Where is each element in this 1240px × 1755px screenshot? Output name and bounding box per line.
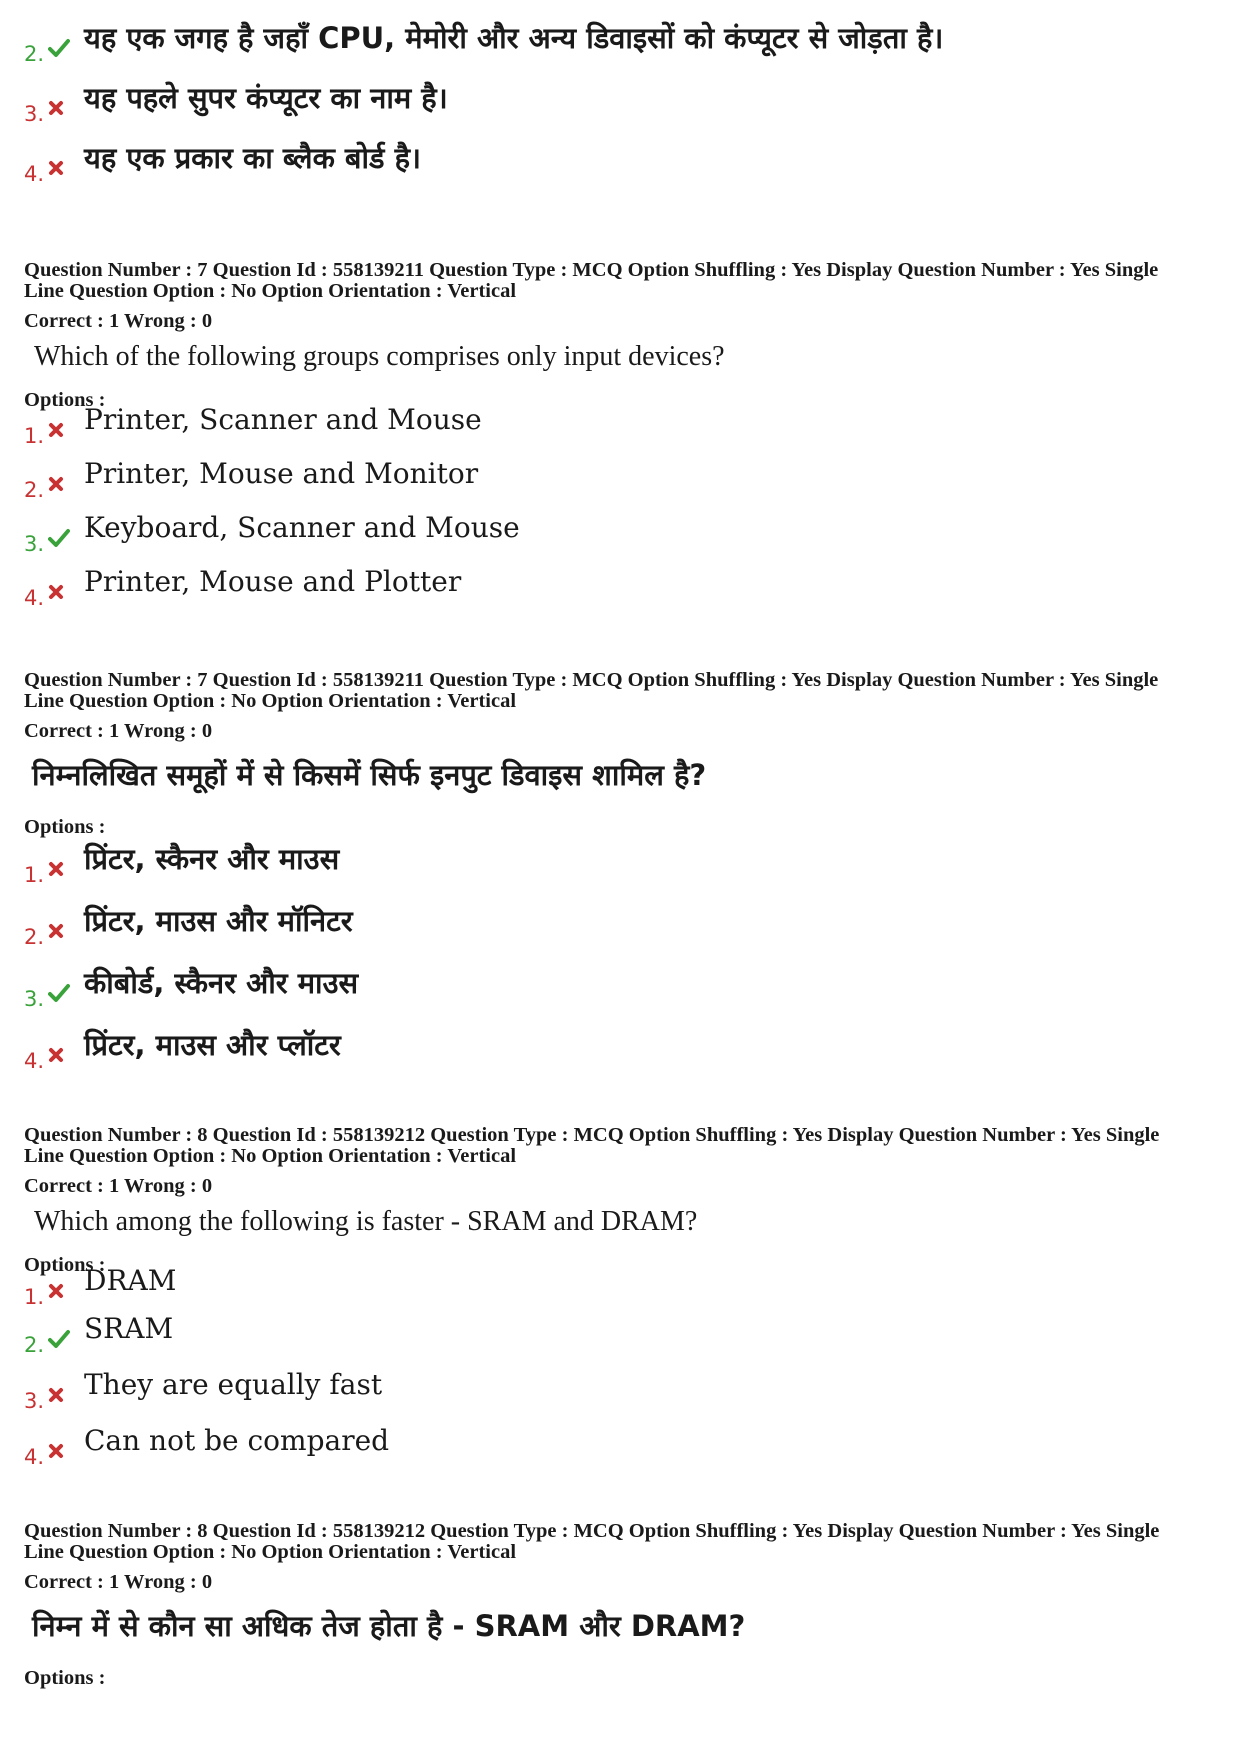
option-text: प्रिंटर, स्कैनर और माउस [84, 842, 340, 876]
option-row [24, 130, 1220, 190]
score-info: Correct : 1 Wrong : 0 [24, 1571, 213, 1593]
option-text: SRAM [84, 1312, 174, 1345]
option-text: Printer, Mouse and Monitor [84, 457, 479, 490]
option-number: 2. [24, 478, 45, 502]
option-text: कीबोर्ड, स्कैनर और माउस [84, 966, 359, 1000]
option-row [24, 1313, 1220, 1361]
options-list [24, 398, 1220, 614]
cross-icon [48, 472, 84, 496]
cross-icon [48, 580, 84, 604]
question-meta: Question Number : 8 Question Id : 558139212 Question Type : MCQ Option Shuffling : Yes Display Question Number : Yes Single [24, 1124, 1160, 1146]
option-text: Printer, Scanner and Mouse [84, 403, 482, 436]
check-icon [48, 526, 84, 550]
score-info: Correct : 1 Wrong : 0 [24, 720, 213, 742]
question-text: निम्न में से कौन सा अधिक तेज होता है - SRAM और DRAM? [32, 1609, 746, 1643]
options-label: Options : [24, 389, 106, 411]
option-row [24, 1015, 1220, 1077]
option-row [24, 953, 1220, 1015]
question-block [24, 1521, 1220, 1690]
options-label: Options : [24, 816, 106, 838]
cross-icon [48, 418, 84, 442]
question-text: निम्नलिखित समूहों में से किसमें सिर्फ इनपुट डिवाइस शामिल है? [32, 758, 707, 792]
option-number: 4. [24, 1049, 45, 1073]
cross-icon [48, 919, 84, 943]
question-meta-line2: Line Question Option : No Option Orientation : Vertical [24, 690, 517, 712]
score-info: Correct : 1 Wrong : 0 [24, 1175, 213, 1197]
question-meta: Question Number : 7 Question Id : 558139211 Question Type : MCQ Option Shuffling : Yes Display Question Number : Yes Single [24, 669, 1159, 691]
option-number: 2. [24, 1333, 45, 1357]
option-number: 1. [24, 863, 45, 887]
option-text: They are equally fast [84, 1368, 383, 1401]
cross-icon [48, 857, 84, 881]
option-text: यह एक जगह है जहाँ CPU, मेमोरी और अन्य डिवाइसों को कंप्यूटर से जोड़ता है। [84, 21, 944, 55]
options-list [24, 1261, 1220, 1473]
option-number: 3. [24, 532, 45, 556]
question-meta: Question Number : 8 Question Id : 558139212 Question Type : MCQ Option Shuffling : Yes Display Question Number : Yes Single [24, 1520, 1160, 1542]
option-row [24, 398, 1220, 452]
option-text: यह पहले सुपर कंप्यूटर का नाम है। [84, 81, 448, 115]
cross-icon [48, 156, 84, 180]
check-icon [48, 981, 84, 1005]
options-list [24, 829, 1220, 1077]
option-text: प्रिंटर, माउस और मॉनिटर [84, 904, 353, 938]
option-number: 1. [24, 1285, 45, 1309]
option-number: 3. [24, 987, 45, 1011]
score-info: Correct : 1 Wrong : 0 [24, 310, 213, 332]
check-icon [48, 1327, 84, 1351]
cross-icon [48, 1043, 84, 1067]
question-meta: Question Number : 7 Question Id : 558139211 Question Type : MCQ Option Shuffling : Yes Display Question Number : Yes Single [24, 259, 1159, 281]
option-number: 4. [24, 162, 45, 186]
option-text: प्रिंटर, माउस और प्लॉटर [84, 1028, 341, 1062]
cross-icon [48, 1279, 84, 1303]
option-row [24, 506, 1220, 560]
question-meta-line2: Line Question Option : No Option Orientation : Vertical [24, 280, 517, 302]
option-row [24, 1361, 1220, 1417]
option-text: Can not be compared [84, 1424, 390, 1457]
previous-question-options [24, 10, 1220, 190]
options-label: Options : [24, 1254, 106, 1276]
question-text: Which of the following groups comprises only input devices? [34, 341, 725, 372]
option-row [24, 1261, 1220, 1313]
question-meta-line2: Line Question Option : No Option Orientation : Vertical [24, 1145, 517, 1167]
option-row [24, 70, 1220, 130]
option-row [24, 452, 1220, 506]
check-icon [48, 36, 84, 60]
option-number: 1. [24, 424, 45, 448]
option-text: यह एक प्रकार का ब्लैक बोर्ड है। [84, 141, 422, 175]
option-number: 2. [24, 42, 45, 66]
cross-icon [48, 1383, 84, 1407]
question-block [24, 670, 1220, 1077]
option-number: 4. [24, 1445, 45, 1469]
question-meta-line2: Line Question Option : No Option Orientation : Vertical [24, 1541, 517, 1563]
option-number: 3. [24, 1389, 45, 1413]
option-number: 4. [24, 586, 45, 610]
option-row [24, 560, 1220, 614]
option-text: Printer, Mouse and Plotter [84, 565, 462, 598]
option-row [24, 10, 1220, 70]
option-row [24, 829, 1220, 891]
question-block [24, 1125, 1220, 1473]
option-row [24, 891, 1220, 953]
option-row [24, 1417, 1220, 1473]
question-block [24, 260, 1220, 614]
cross-icon [48, 1439, 84, 1463]
option-text: DRAM [84, 1264, 177, 1297]
cross-icon [48, 96, 84, 120]
option-number: 2. [24, 925, 45, 949]
option-number: 3. [24, 102, 45, 126]
question-text: Which among the following is faster - SRAM and DRAM? [34, 1206, 698, 1237]
options-label: Options : [24, 1667, 106, 1689]
option-text: Keyboard, Scanner and Mouse [84, 511, 520, 544]
